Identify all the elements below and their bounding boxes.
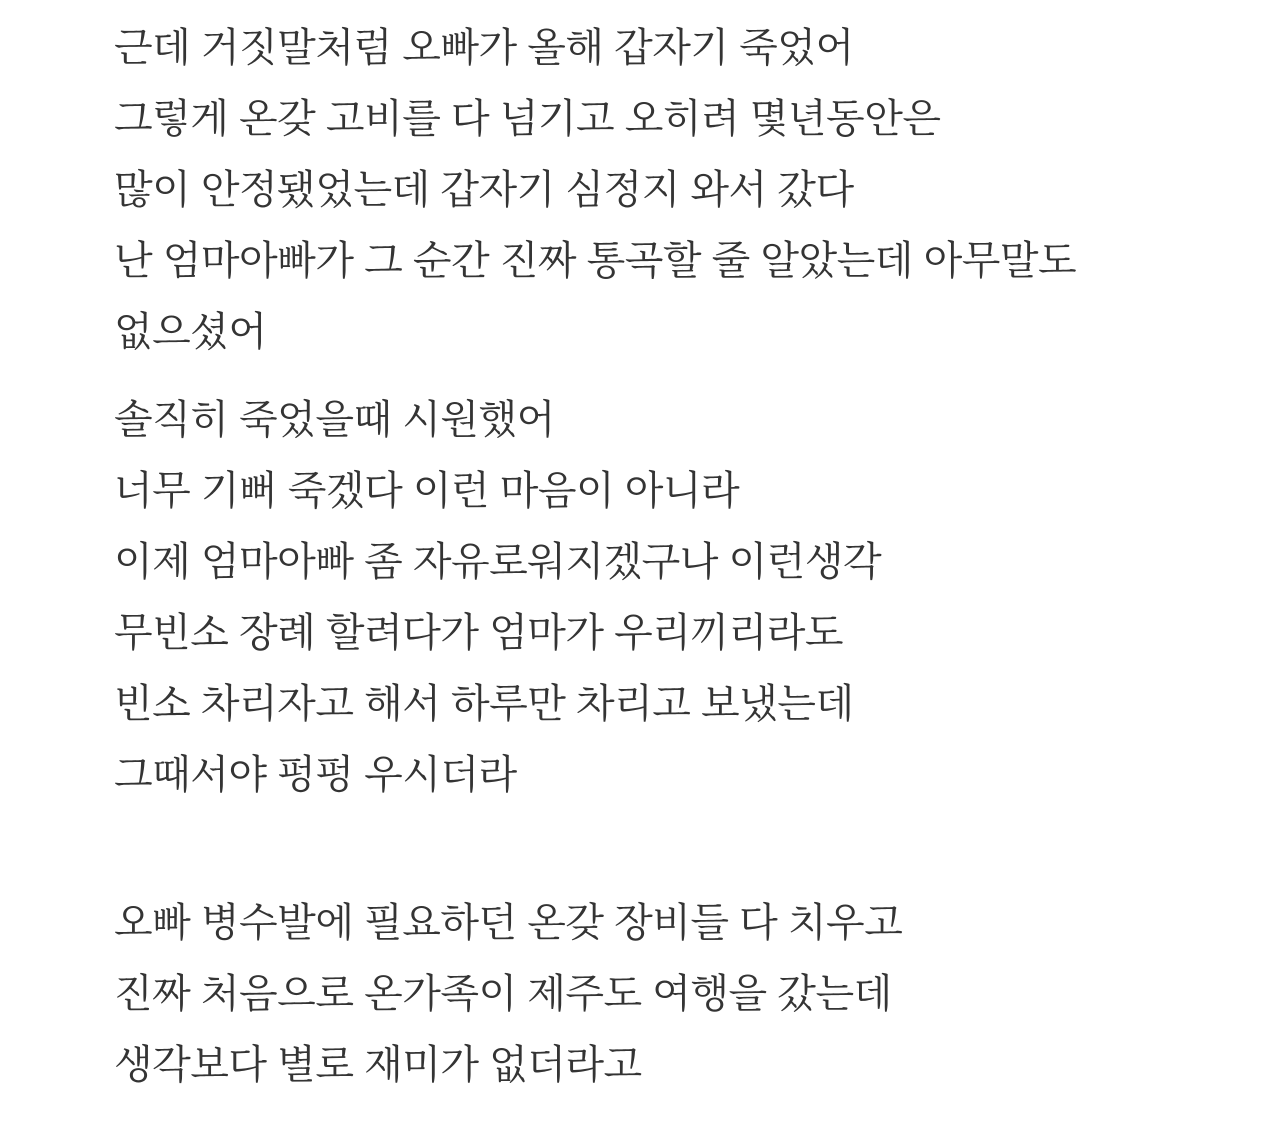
text-line: 이제 엄마아빠 좀 자유로워지겠구나 이런생각 [114, 540, 882, 584]
text-line: 그때서야 펑펑 우시더라 [114, 753, 517, 797]
text-line: 너무 기뻐 죽겠다 이런 마음이 아니라 [114, 469, 740, 513]
text-line: 그렇게 온갖 고비를 다 넘기고 오히려 몇년동안은 [114, 97, 941, 141]
text-line: 솔직히 죽었을때 시원했어 [114, 398, 555, 442]
text-line: 생각보다 별로 재미가 없더라고 [114, 1043, 642, 1087]
text-line: 근데 거짓말처럼 오빠가 올해 갑자기 죽었어 [114, 26, 854, 70]
paragraph [114, 888, 1240, 1101]
paragraph [114, 13, 1240, 368]
text-line: 난 엄마아빠가 그 순간 진짜 통곡할 줄 알았는데 아무말도 [114, 239, 1077, 283]
paragraph-list [114, 13, 1240, 1101]
text-line: 무빈소 장례 할려다가 엄마가 우리끼리라도 [114, 611, 843, 655]
text-line: 많이 안정됐었는데 갑자기 심정지 와서 갔다 [114, 168, 854, 212]
text-line: 진짜 처음으로 온가족이 제주도 여행을 갔는데 [114, 972, 892, 1016]
paragraph [114, 385, 1240, 811]
text-line: 없으셨어 [114, 310, 267, 354]
text-line: 오빠 병수발에 필요하던 온갖 장비들 다 치우고 [114, 901, 903, 945]
text-line: 빈소 차리자고 해서 하루만 차리고 보냈는데 [114, 682, 854, 726]
